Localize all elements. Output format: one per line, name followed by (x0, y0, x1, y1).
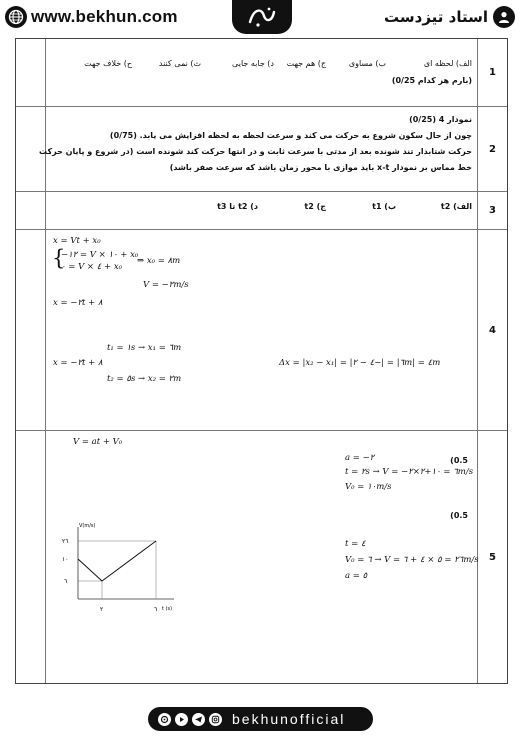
answer-cell (47, 230, 476, 430)
question-number: 2 (477, 107, 507, 191)
y-tick-label: ۲٦ (62, 538, 69, 545)
globe-icon (5, 6, 27, 28)
option-c: ج) t2 (304, 202, 326, 211)
option-a: الف) t2 (440, 202, 472, 211)
velocity-result: V = −۲m/s (143, 280, 189, 290)
velocity-time-graph (52, 521, 182, 621)
site-url: www.bekhun.com (31, 7, 178, 26)
answer-cell (47, 39, 476, 106)
teacher-name: استاد تیزدست (384, 8, 488, 26)
time-value: t = ٤ (345, 539, 366, 549)
option-a: الف) لحظه ای (423, 59, 472, 68)
x0-result: ⇒ x₀ = ۸m (137, 256, 181, 266)
score-part-2: (0.5 (450, 511, 468, 520)
y-tick-label: ۱۰ (62, 556, 69, 563)
system-line-2: ۰ = V × ٤ + x₀ (61, 262, 123, 272)
teacher-badge (384, 6, 515, 28)
position-t2: t₂ = ٥s → x₂ = ۲m (107, 374, 182, 384)
answer-line-4: خط مماس بر نمودار x-t باید موازی با محور زمان باشد که سرعت صفر باشد) (169, 163, 472, 172)
position-function: x = −۲t + ۸ (53, 298, 103, 308)
instagram-icon[interactable] (209, 713, 222, 726)
question-number: 5 (477, 431, 507, 683)
velocity-calc-2: V₀ = ٦ → V = ٥ × ٤ + ٦ = ۲٦m/s (345, 555, 479, 565)
position-function-2: x = −۲t + ۸ (53, 358, 103, 368)
youtube-icon[interactable] (175, 713, 188, 726)
aparat-icon[interactable] (158, 713, 171, 726)
user-icon (493, 6, 515, 28)
system-brace: { (52, 246, 66, 270)
answer-line-2: چون از حال سکون شروع به حرکت می کند و سرعت لحظه به لحظه افزایش می یابد. (0/75) (109, 131, 472, 140)
option-b: ب) مساوی (348, 59, 386, 68)
y-tick-label: ٦ (64, 578, 68, 585)
displacement-result: Δx = |x₂ − x₁| = |۲ − ٦| = |−٤m| = ٤m (279, 358, 441, 368)
question-row-4 (16, 230, 507, 431)
x-tick-label: ۲ (100, 606, 104, 613)
option-e: ث) نمی کنند (158, 59, 201, 68)
score-column (16, 230, 46, 430)
velocity-line (78, 541, 156, 581)
option-b: ب) t1 (372, 202, 396, 211)
answer-line-3: حرکت شتابدار تند شونده بعد از مدتی با سرعت ثابت و در انتها حرکت کند شونده است (در شروع و پایان حرکت (38, 147, 472, 156)
velocity-calc-1: t = ۲s → V = −۲×۲+۱۰ = ٦m/s (345, 467, 474, 477)
option-f: ح) خلاف جهت (84, 59, 132, 68)
score-note: (بارم هر کدام 0/25) (391, 76, 472, 85)
initial-velocity: V₀ = ۱۰m/s (345, 482, 392, 492)
x-tick-label: ٦ (154, 606, 158, 613)
option-d: د) t2 تا t3 (217, 202, 258, 211)
system-line-1: −۱۲ = V × ۱۰ + x₀ (61, 250, 139, 260)
acceleration-zero: a = ٥ (345, 571, 368, 581)
answer-table (15, 38, 508, 684)
site-link[interactable] (5, 6, 178, 28)
question-row-3 (16, 192, 507, 230)
score-part-1: (0.5 (450, 456, 468, 465)
answer-cell (47, 192, 476, 229)
brand-logo (232, 0, 292, 34)
x-axis-label: t (s) (162, 606, 173, 612)
score-column (16, 431, 46, 683)
question-number: 3 (477, 192, 507, 229)
option-d: د) جابه جایی (232, 59, 274, 68)
acceleration-value: a = −۲ (345, 453, 375, 463)
score-column (16, 39, 46, 106)
question-row-5 (16, 431, 507, 683)
option-c: ج) هم جهت (286, 59, 326, 68)
social-handle: bekhunofficial (232, 711, 346, 727)
question-row-2 (16, 107, 507, 192)
position-equation: x = Vt + x₀ (53, 236, 101, 246)
question-number: 1 (477, 39, 507, 106)
question-number: 4 (477, 230, 507, 430)
score-column (16, 192, 46, 229)
answer-line-1: نمودار 4 (0/25) (409, 115, 472, 124)
social-footer[interactable] (148, 707, 373, 731)
question-row-1 (16, 39, 507, 107)
position-t1: t₁ = ۱s → x₁ = ٦m (107, 343, 182, 353)
page-header (0, 0, 523, 36)
velocity-formula: V = at + V₀ (73, 437, 123, 447)
answer-cell (38, 107, 476, 191)
answer-cell (47, 431, 479, 683)
telegram-icon[interactable] (192, 713, 205, 726)
y-axis-label: V(m/s) (79, 523, 96, 529)
